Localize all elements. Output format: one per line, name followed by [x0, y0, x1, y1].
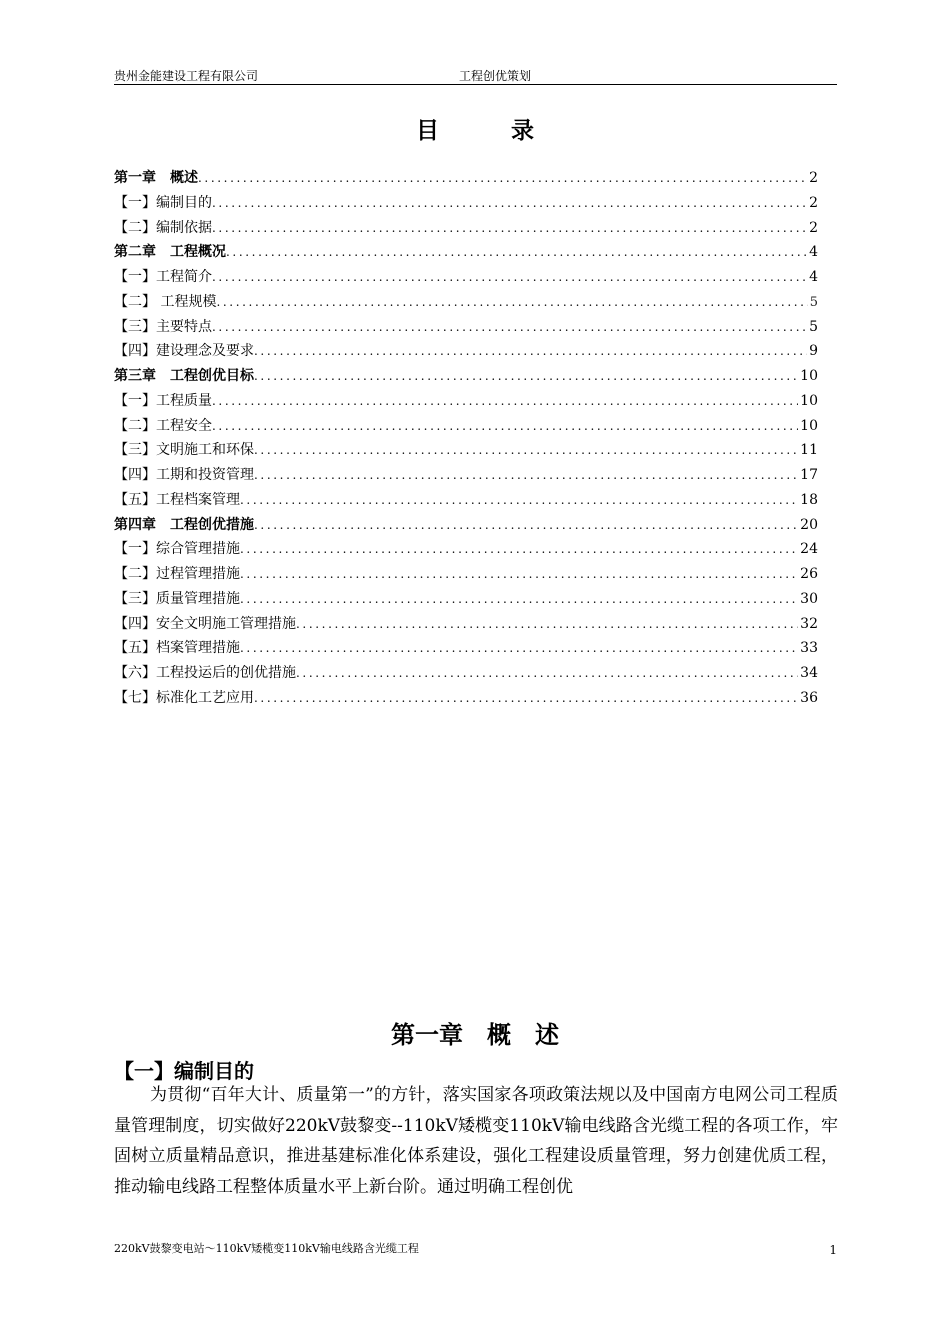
section-heading: 【一】编制目的: [114, 1059, 254, 1083]
toc-entry-label: 【一】工程质量: [114, 392, 212, 409]
toc-dot-leader: [212, 191, 807, 216]
toc-entry-page: 24: [800, 541, 818, 558]
toc-dot-leader: [212, 414, 798, 439]
header-document-title: 工程创优策划: [459, 69, 532, 83]
toc-dot-leader: [212, 216, 807, 241]
toc-entry-label: 【二】编制依据: [114, 219, 212, 236]
toc-entry-page: 20: [800, 516, 818, 533]
toc-dot-leader: [198, 166, 807, 191]
toc-dot-leader: [296, 661, 798, 686]
toc-entry-label: 【三】主要特点: [114, 318, 212, 335]
toc-dot-leader: [240, 537, 798, 562]
toc-section-entry[interactable]: [114, 463, 818, 488]
toc-dot-leader: [240, 636, 798, 661]
toc-section-entry[interactable]: [114, 661, 818, 686]
toc-dot-leader: [216, 290, 807, 315]
toc-entry-page: 9: [809, 343, 818, 360]
toc-entry-label: 【四】建设理念及要求: [114, 343, 254, 360]
toc-dot-leader: [212, 389, 798, 414]
toc-entry-page: 2: [809, 194, 818, 211]
toc-entry-page: 30: [800, 590, 818, 607]
toc-entry-page: 2: [809, 170, 818, 186]
page-header: [114, 64, 837, 85]
toc-dot-leader: [296, 612, 798, 637]
toc-entry-label: 【二】过程管理措施: [114, 566, 240, 582]
toc-chapter-entry[interactable]: [114, 240, 818, 265]
toc-entry-page: 36: [800, 689, 818, 706]
toc-entry-label: 【五】工程档案管理: [114, 491, 240, 508]
toc-dot-leader: [254, 339, 807, 364]
toc-dot-leader: [240, 562, 798, 587]
toc-entry-page: 5: [809, 294, 818, 310]
footer-project-name: 220kV鼓黎变电站～110kV矮榄变110kV输电线路含光缆工程: [114, 1242, 419, 1255]
header-company: 贵州金能建设工程有限公司: [114, 69, 259, 83]
toc-entry-page: 4: [809, 269, 818, 285]
toc-section-entry[interactable]: [114, 612, 818, 637]
toc-entry-label: 【五】档案管理措施: [114, 640, 240, 657]
toc-dot-leader: [212, 265, 807, 290]
toc-section-entry[interactable]: [114, 438, 818, 463]
toc-dot-leader: [240, 488, 798, 513]
toc-entry-page: 17: [800, 467, 818, 483]
toc-dot-leader: [254, 513, 798, 538]
toc-entry-label: 【三】文明施工和环保: [114, 442, 254, 459]
toc-entry-label: 【一】工程简介: [114, 269, 212, 285]
toc-entry-page: 10: [800, 368, 818, 384]
toc-dot-leader: [254, 686, 798, 711]
toc-section-entry[interactable]: [114, 414, 818, 439]
table-of-contents: [114, 166, 818, 711]
toc-section-entry[interactable]: [114, 636, 818, 661]
toc-section-entry[interactable]: [114, 216, 818, 241]
toc-entry-label: 【一】编制目的: [114, 194, 212, 211]
toc-entry-label: 第二章 工程概况: [114, 244, 226, 261]
toc-entry-page: 2: [809, 219, 818, 236]
toc-dot-leader: [226, 240, 807, 265]
toc-entry-page: 33: [800, 640, 818, 657]
body-paragraph: 为贯彻“百年大计、质量第一”的方针，落实国家各项政策法规以及中国南方电网公司工程质量管理制度，切实做好220kV鼓黎变--110kV矮榄变110kV输电线路含光缆工程的各项工作，牢固树立质量精品意识，推进基建标准化体系建设，强化工程建设质量管理，努力创建优质工程，推动输电线路工程整体质量水平上新台阶。通过明确工程创优: [114, 1085, 838, 1197]
toc-entry-page: 10: [800, 392, 818, 409]
toc-section-entry[interactable]: [114, 339, 818, 364]
toc-entry-page: 4: [809, 244, 818, 261]
toc-entry-label: 【二】工程安全: [114, 417, 212, 434]
toc-entry-label: 【六】工程投运后的创优措施: [114, 665, 296, 681]
toc-entry-label: 第一章 概述: [114, 170, 198, 186]
toc-entry-label: 第四章 工程创优措施: [114, 516, 254, 533]
toc-dot-leader: [254, 364, 798, 389]
toc-section-entry[interactable]: [114, 315, 818, 340]
toc-entry-label: 【四】工期和投资管理: [114, 467, 254, 483]
footer-page-number: 1: [829, 1243, 837, 1257]
toc-entry-page: 5: [809, 318, 818, 335]
toc-chapter-entry[interactable]: [114, 364, 818, 389]
toc-entry-label: 【三】质量管理措施: [114, 590, 240, 607]
toc-section-entry[interactable]: [114, 686, 818, 711]
toc-section-entry[interactable]: [114, 587, 818, 612]
toc-section-entry[interactable]: [114, 290, 818, 315]
toc-entry-label: 【二】 工程规模: [114, 293, 217, 310]
toc-chapter-entry[interactable]: [114, 513, 818, 538]
toc-entry-label: 第三章 工程创优目标: [114, 368, 254, 384]
toc-entry-page: 34: [800, 665, 818, 681]
toc-dot-leader: [240, 587, 798, 612]
toc-entry-page: 11: [800, 442, 818, 459]
toc-entry-page: 10: [800, 417, 818, 434]
toc-chapter-entry[interactable]: [114, 166, 818, 191]
toc-entry-label: 【七】标准化工艺应用: [114, 689, 254, 706]
toc-section-entry[interactable]: [114, 265, 818, 290]
toc-section-entry[interactable]: [114, 537, 818, 562]
toc-entry-page: 26: [800, 566, 818, 582]
toc-entry-page: 32: [800, 615, 818, 632]
toc-entry-label: 【一】综合管理措施: [114, 541, 240, 558]
toc-title: 目录: [416, 117, 606, 144]
toc-section-entry[interactable]: [114, 389, 818, 414]
toc-dot-leader: [254, 438, 798, 463]
toc-dot-leader: [212, 315, 807, 340]
toc-section-entry[interactable]: [114, 488, 818, 513]
toc-section-entry[interactable]: [114, 562, 818, 587]
toc-section-entry[interactable]: [114, 191, 818, 216]
toc-dot-leader: [254, 463, 798, 488]
toc-entry-label: 【四】安全文明施工管理措施: [114, 615, 296, 632]
toc-entry-page: 18: [800, 491, 818, 508]
chapter-heading: 第一章 概 述: [391, 1020, 559, 1049]
